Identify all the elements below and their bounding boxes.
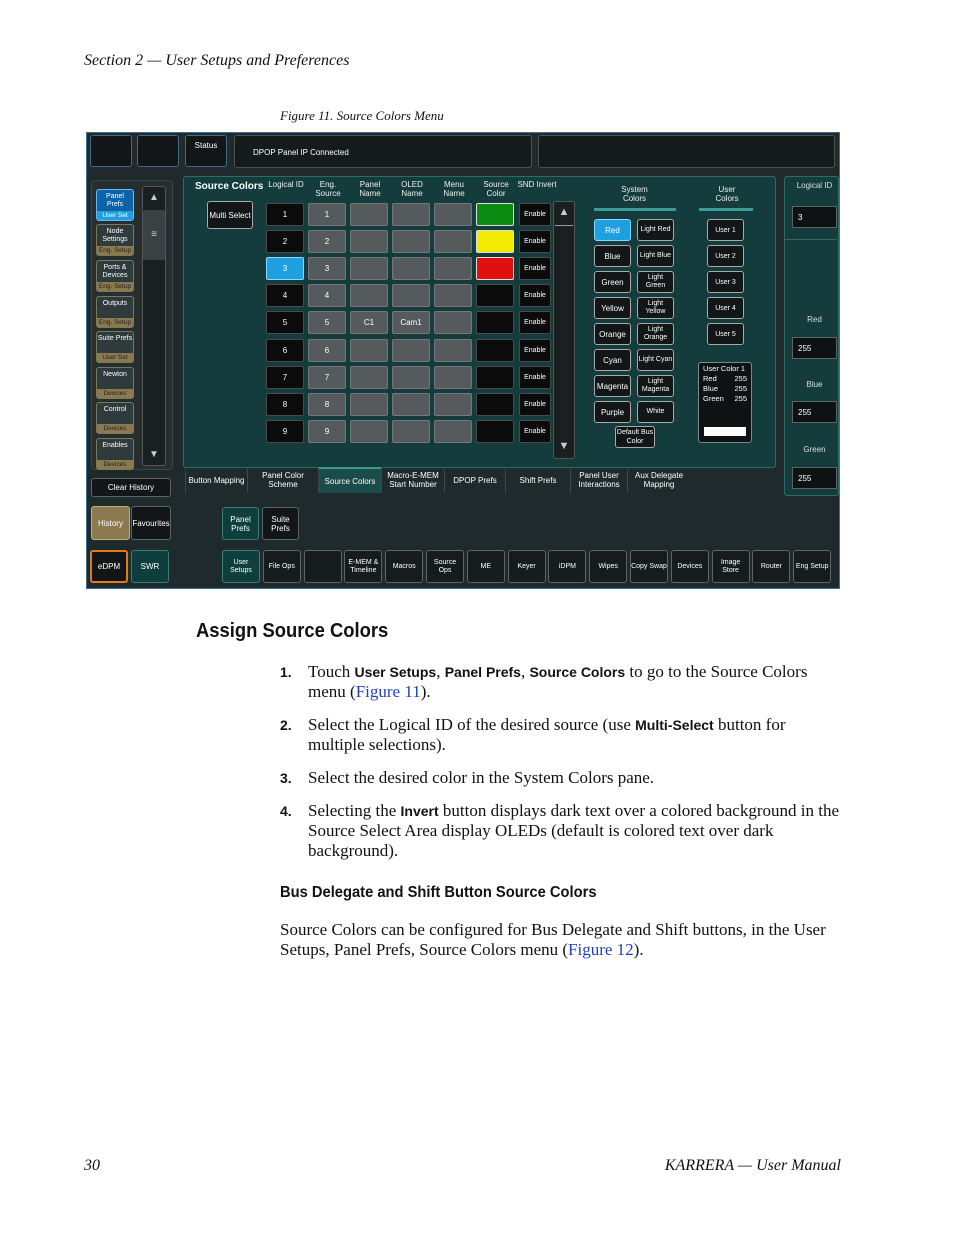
col-header-eng-source: Eng. Source [315, 180, 341, 198]
system-color-light-button[interactable]: Light Red [637, 219, 674, 241]
green-field[interactable]: 255 [792, 467, 837, 489]
snd-invert-enable-button[interactable]: Enable [519, 203, 551, 226]
panel-name-cell[interactable] [350, 366, 388, 389]
step-4-text: Selecting the Invert button displays dark text over a colored background in the Source Select Area display OLEDs (default is colored text over dark background). [308, 801, 839, 860]
oled-name-cell[interactable] [392, 284, 430, 307]
user-color-button[interactable]: User 1 [707, 219, 744, 241]
bottom-nav-button[interactable]: Wipes [589, 550, 627, 583]
bottom-nav-button[interactable]: Eng Setup [793, 550, 831, 583]
top-blank-button-1[interactable] [90, 135, 132, 167]
snd-invert-enable-button[interactable]: Enable [519, 393, 551, 416]
bus-delegate-paragraph: Source Colors can be configured for Bus Delegate and Shift buttons, in the User Setups, Panel Prefs, Source Colors menu (Figure 12). [280, 920, 826, 959]
menu-name-cell[interactable] [434, 257, 472, 280]
nav-item-suite-prefs[interactable]: Suite Prefs User Set [96, 331, 134, 363]
snd-invert-enable-button[interactable]: Enable [519, 311, 551, 334]
panel-name-cell[interactable] [350, 203, 388, 226]
source-color-swatch[interactable] [476, 284, 514, 307]
status-area-right [538, 135, 835, 168]
logical-id-button[interactable]: 1 [266, 203, 304, 226]
clear-history-button[interactable]: Clear History [91, 478, 171, 497]
snd-invert-enable-button[interactable]: Enable [519, 339, 551, 362]
source-color-swatch[interactable] [476, 311, 514, 334]
user-colors-divider [699, 208, 753, 211]
bottom-nav-button[interactable]: Image Store [712, 550, 750, 583]
menu-name-cell[interactable] [434, 230, 472, 253]
step-2 [280, 715, 840, 755]
nav-item-enables[interactable]: Enables Devices [96, 438, 134, 470]
user-color-red-value: 255 [734, 374, 747, 383]
panel-tab[interactable]: Source Colors [318, 467, 381, 493]
bottom-nav-button[interactable]: Keyer [508, 550, 546, 583]
snd-invert-enable-button[interactable]: Enable [519, 284, 551, 307]
scroll-up-icon[interactable]: ▲ [149, 192, 159, 203]
eng-source-cell[interactable]: 8 [308, 393, 346, 416]
red-field-label: Red [807, 315, 822, 324]
logical-id-button[interactable]: 4 [266, 284, 304, 307]
eng-source-cell[interactable]: 6 [308, 339, 346, 362]
col-header-snd-invert: SND Invert [517, 180, 557, 189]
oled-name-cell[interactable] [392, 230, 430, 253]
step-2-text: Select the Logical ID of the desired source (use Multi-Select button for multiple selections). [308, 715, 786, 754]
figure-12-link[interactable]: Figure 12 [568, 940, 634, 959]
eng-source-cell[interactable]: 5 [308, 311, 346, 334]
oled-name-cell[interactable] [392, 203, 430, 226]
bottom-nav-button[interactable]: File Ops [263, 550, 301, 583]
status-text: DPOP Panel IP Connected [234, 135, 532, 168]
eng-source-cell[interactable]: 3 [308, 257, 346, 280]
nav-item-ports-devices[interactable]: Ports & Devices Eng. Setup [96, 260, 134, 292]
nav-item-panel-prefs[interactable]: Panel Prefs User Set [96, 189, 134, 221]
step-1-number: 1. [280, 664, 292, 680]
panel-tab[interactable]: DPOP Prefs [444, 467, 505, 493]
eng-source-cell[interactable]: 2 [308, 230, 346, 253]
step-4 [280, 801, 840, 861]
history-button[interactable]: History [91, 506, 130, 540]
logical-id-field[interactable]: 3 [792, 206, 837, 228]
multi-select-button[interactable]: Multi Select [207, 201, 253, 229]
system-color-button[interactable]: Yellow [594, 297, 631, 319]
footer-title: KARRERA — User Manual [664, 1157, 841, 1174]
system-color-button[interactable]: Magenta [594, 375, 631, 397]
menu-name-cell[interactable] [434, 284, 472, 307]
swr-button[interactable]: SWR [131, 550, 169, 583]
favourites-button[interactable]: Favourites [131, 506, 171, 540]
source-color-swatch[interactable] [476, 230, 514, 253]
panel-tab[interactable]: Shift Prefs [505, 467, 570, 493]
col-header-logical-id: Logical ID [268, 180, 304, 189]
source-color-swatch[interactable] [476, 393, 514, 416]
menu-name-cell[interactable] [434, 366, 472, 389]
green-field-label: Green [803, 445, 826, 454]
step-3-text: Select the desired color in the System Colors pane. [308, 768, 655, 787]
step-2-number: 2. [280, 717, 292, 733]
logical-id-button[interactable]: 8 [266, 393, 304, 416]
logical-id-button[interactable]: 9 [266, 420, 304, 443]
bottom-nav-button[interactable] [304, 550, 342, 583]
snd-invert-enable-button[interactable]: Enable [519, 420, 551, 443]
user-color-swatch [704, 427, 746, 436]
system-color-button[interactable]: Green [594, 271, 631, 293]
bottom-nav-button[interactable]: Router [752, 550, 790, 583]
bottom-nav-button[interactable]: E-MEM & Timeline [344, 550, 382, 583]
user-color-button[interactable]: User 4 [707, 297, 744, 319]
user-color-button[interactable]: User 5 [707, 323, 744, 345]
red-field[interactable]: 255 [792, 337, 837, 359]
panel-tab[interactable]: Aux Delegate Mapping [627, 467, 690, 493]
oled-name-cell[interactable]: Cam1 [392, 311, 430, 334]
user-color-blue-label: Blue [703, 384, 719, 393]
eng-source-cell[interactable]: 4 [308, 284, 346, 307]
system-color-button[interactable]: Blue [594, 245, 631, 267]
menu-name-cell[interactable] [434, 393, 472, 416]
bottom-nav-button[interactable]: Source Ops [426, 550, 464, 583]
system-color-light-button[interactable]: White [637, 401, 674, 423]
logical-id-button[interactable]: 7 [266, 366, 304, 389]
user-colors-title: User Colors [715, 185, 739, 203]
logical-id-button[interactable]: 2 [266, 230, 304, 253]
user-color-button[interactable]: User 2 [707, 245, 744, 267]
logical-id-field-label: Logical ID [796, 181, 833, 190]
grid-scrollbar[interactable] [553, 201, 575, 459]
logical-id-button[interactable]: 6 [266, 339, 304, 362]
user-color-info-box [698, 362, 752, 443]
panel-tab[interactable]: Button Mapping [185, 467, 247, 493]
step-1-text: Touch User Setups, Panel Prefs, Source Colors to go to the Source Colors menu (Figure 11). [308, 662, 808, 701]
panel-tab[interactable]: Macro-E-MEM Start Number [381, 467, 444, 493]
menu-name-cell[interactable] [434, 339, 472, 362]
system-color-light-button[interactable]: Light Yellow [637, 297, 674, 319]
figure-11-link[interactable]: Figure 11 [355, 682, 421, 701]
snd-invert-enable-button[interactable]: Enable [519, 257, 551, 280]
step-3-number: 3. [280, 770, 292, 786]
eng-source-cell[interactable]: 9 [308, 420, 346, 443]
system-color-button[interactable]: Orange [594, 323, 631, 345]
user-color-green-label: Green [703, 394, 724, 403]
system-color-light-button[interactable]: Light Cyan [637, 349, 674, 371]
bottom-nav-button[interactable]: iDPM [548, 550, 586, 583]
sub-tab-panel-prefs[interactable]: Panel Prefs [222, 507, 259, 540]
system-color-light-button[interactable]: Light Blue [637, 245, 674, 267]
oled-name-cell[interactable] [392, 393, 430, 416]
panel-name-cell[interactable] [350, 230, 388, 253]
step-3 [280, 768, 840, 788]
step-4-number: 4. [280, 803, 292, 819]
grid-scroll-down-icon[interactable]: ▼ [558, 440, 570, 452]
user-color-info-title: User Color 1 [703, 364, 746, 373]
source-color-swatch[interactable] [476, 420, 514, 443]
logical-id-button[interactable]: 5 [266, 311, 304, 334]
oled-name-cell[interactable] [392, 366, 430, 389]
default-bus-color-button[interactable]: Default Bus Color [615, 426, 655, 448]
scroll-thumb-icon[interactable]: ≡ [143, 210, 165, 260]
panel-title: Source Colors [195, 181, 264, 192]
bottom-nav-button[interactable]: Macros [385, 550, 423, 583]
edpm-button[interactable]: eDPM [90, 550, 128, 583]
col-header-source-color: Source Color [483, 180, 509, 198]
menu-name-cell[interactable] [434, 420, 472, 443]
system-color-button[interactable]: Cyan [594, 349, 631, 371]
nav-item-node-settings[interactable]: Node Settings Eng. Setup [96, 224, 134, 256]
eng-source-cell[interactable]: 1 [308, 203, 346, 226]
source-color-swatch[interactable] [476, 339, 514, 362]
col-header-panel-name: Panel Name [359, 180, 381, 198]
top-blank-button-2[interactable] [137, 135, 179, 167]
panel-tab[interactable]: Panel User Interactions [570, 467, 627, 493]
system-colors-divider [594, 208, 676, 211]
panel-name-cell[interactable] [350, 393, 388, 416]
system-color-button[interactable]: Purple [594, 401, 631, 423]
subsection-heading: Bus Delegate and Shift Button Source Colors [280, 884, 597, 901]
user-color-blue-value: 255 [734, 384, 747, 393]
status-tab[interactable]: Status [185, 135, 227, 167]
scroll-down-icon[interactable]: ▼ [149, 449, 159, 460]
eng-source-cell[interactable]: 7 [308, 366, 346, 389]
system-color-button[interactable]: Red [594, 219, 631, 241]
panel-name-cell[interactable] [350, 420, 388, 443]
nav-item-newton[interactable]: Newton Devices [96, 367, 134, 399]
col-header-menu-name: Menu Name [443, 180, 465, 198]
bottom-nav-button[interactable]: ME [467, 550, 505, 583]
section-header: Section 2 — User Setups and Preferences [84, 52, 350, 69]
figure-caption: Figure 11. Source Colors Menu [280, 108, 444, 123]
blue-field-label: Blue [806, 380, 823, 389]
col-header-oled-name: OLED Name [401, 180, 423, 198]
right-divider-1 [785, 239, 837, 240]
oled-name-cell[interactable] [392, 339, 430, 362]
source-color-swatch[interactable] [476, 366, 514, 389]
bottom-nav-button[interactable]: Devices [671, 550, 709, 583]
source-colors-screenshot [86, 132, 840, 589]
bottom-nav-button[interactable]: User Setups [222, 550, 260, 583]
bottom-nav-button[interactable]: Copy Swap [630, 550, 668, 583]
user-color-red-label: Red [703, 374, 717, 383]
panel-name-cell[interactable] [350, 284, 388, 307]
panel-name-cell[interactable]: C1 [350, 311, 388, 334]
section-heading: Assign Source Colors [196, 620, 389, 642]
grid-scroll-thumb-icon[interactable] [555, 225, 573, 231]
menu-name-cell[interactable] [434, 203, 472, 226]
nav-item-control[interactable]: Control Devices [96, 402, 134, 434]
page-number: 30 [84, 1157, 100, 1174]
panel-name-cell[interactable] [350, 257, 388, 280]
system-colors-title: System Colors [621, 185, 648, 203]
system-color-light-button[interactable]: Light Orange [637, 323, 674, 345]
blue-field[interactable]: 255 [792, 401, 837, 423]
user-color-green-value: 255 [734, 394, 747, 403]
source-color-swatch[interactable] [476, 203, 514, 226]
panel-name-cell[interactable] [350, 339, 388, 362]
user-color-button[interactable]: User 3 [707, 271, 744, 293]
oled-name-cell[interactable] [392, 257, 430, 280]
oled-name-cell[interactable] [392, 420, 430, 443]
grid-scroll-up-icon[interactable]: ▲ [558, 206, 570, 218]
system-color-light-button[interactable]: Light Magenta [637, 375, 674, 397]
system-color-light-button[interactable]: Light Green [637, 271, 674, 293]
menu-name-cell[interactable] [434, 311, 472, 334]
snd-invert-enable-button[interactable]: Enable [519, 366, 551, 389]
panel-tab[interactable]: Panel Color Scheme [247, 467, 318, 493]
logical-id-button[interactable]: 3 [266, 257, 304, 280]
source-color-swatch[interactable] [476, 257, 514, 280]
sub-tab-suite-prefs[interactable]: Suite Prefs [262, 507, 299, 540]
snd-invert-enable-button[interactable]: Enable [519, 230, 551, 253]
nav-item-outputs[interactable]: Outputs Eng. Setup [96, 296, 134, 328]
step-1 [280, 662, 840, 702]
